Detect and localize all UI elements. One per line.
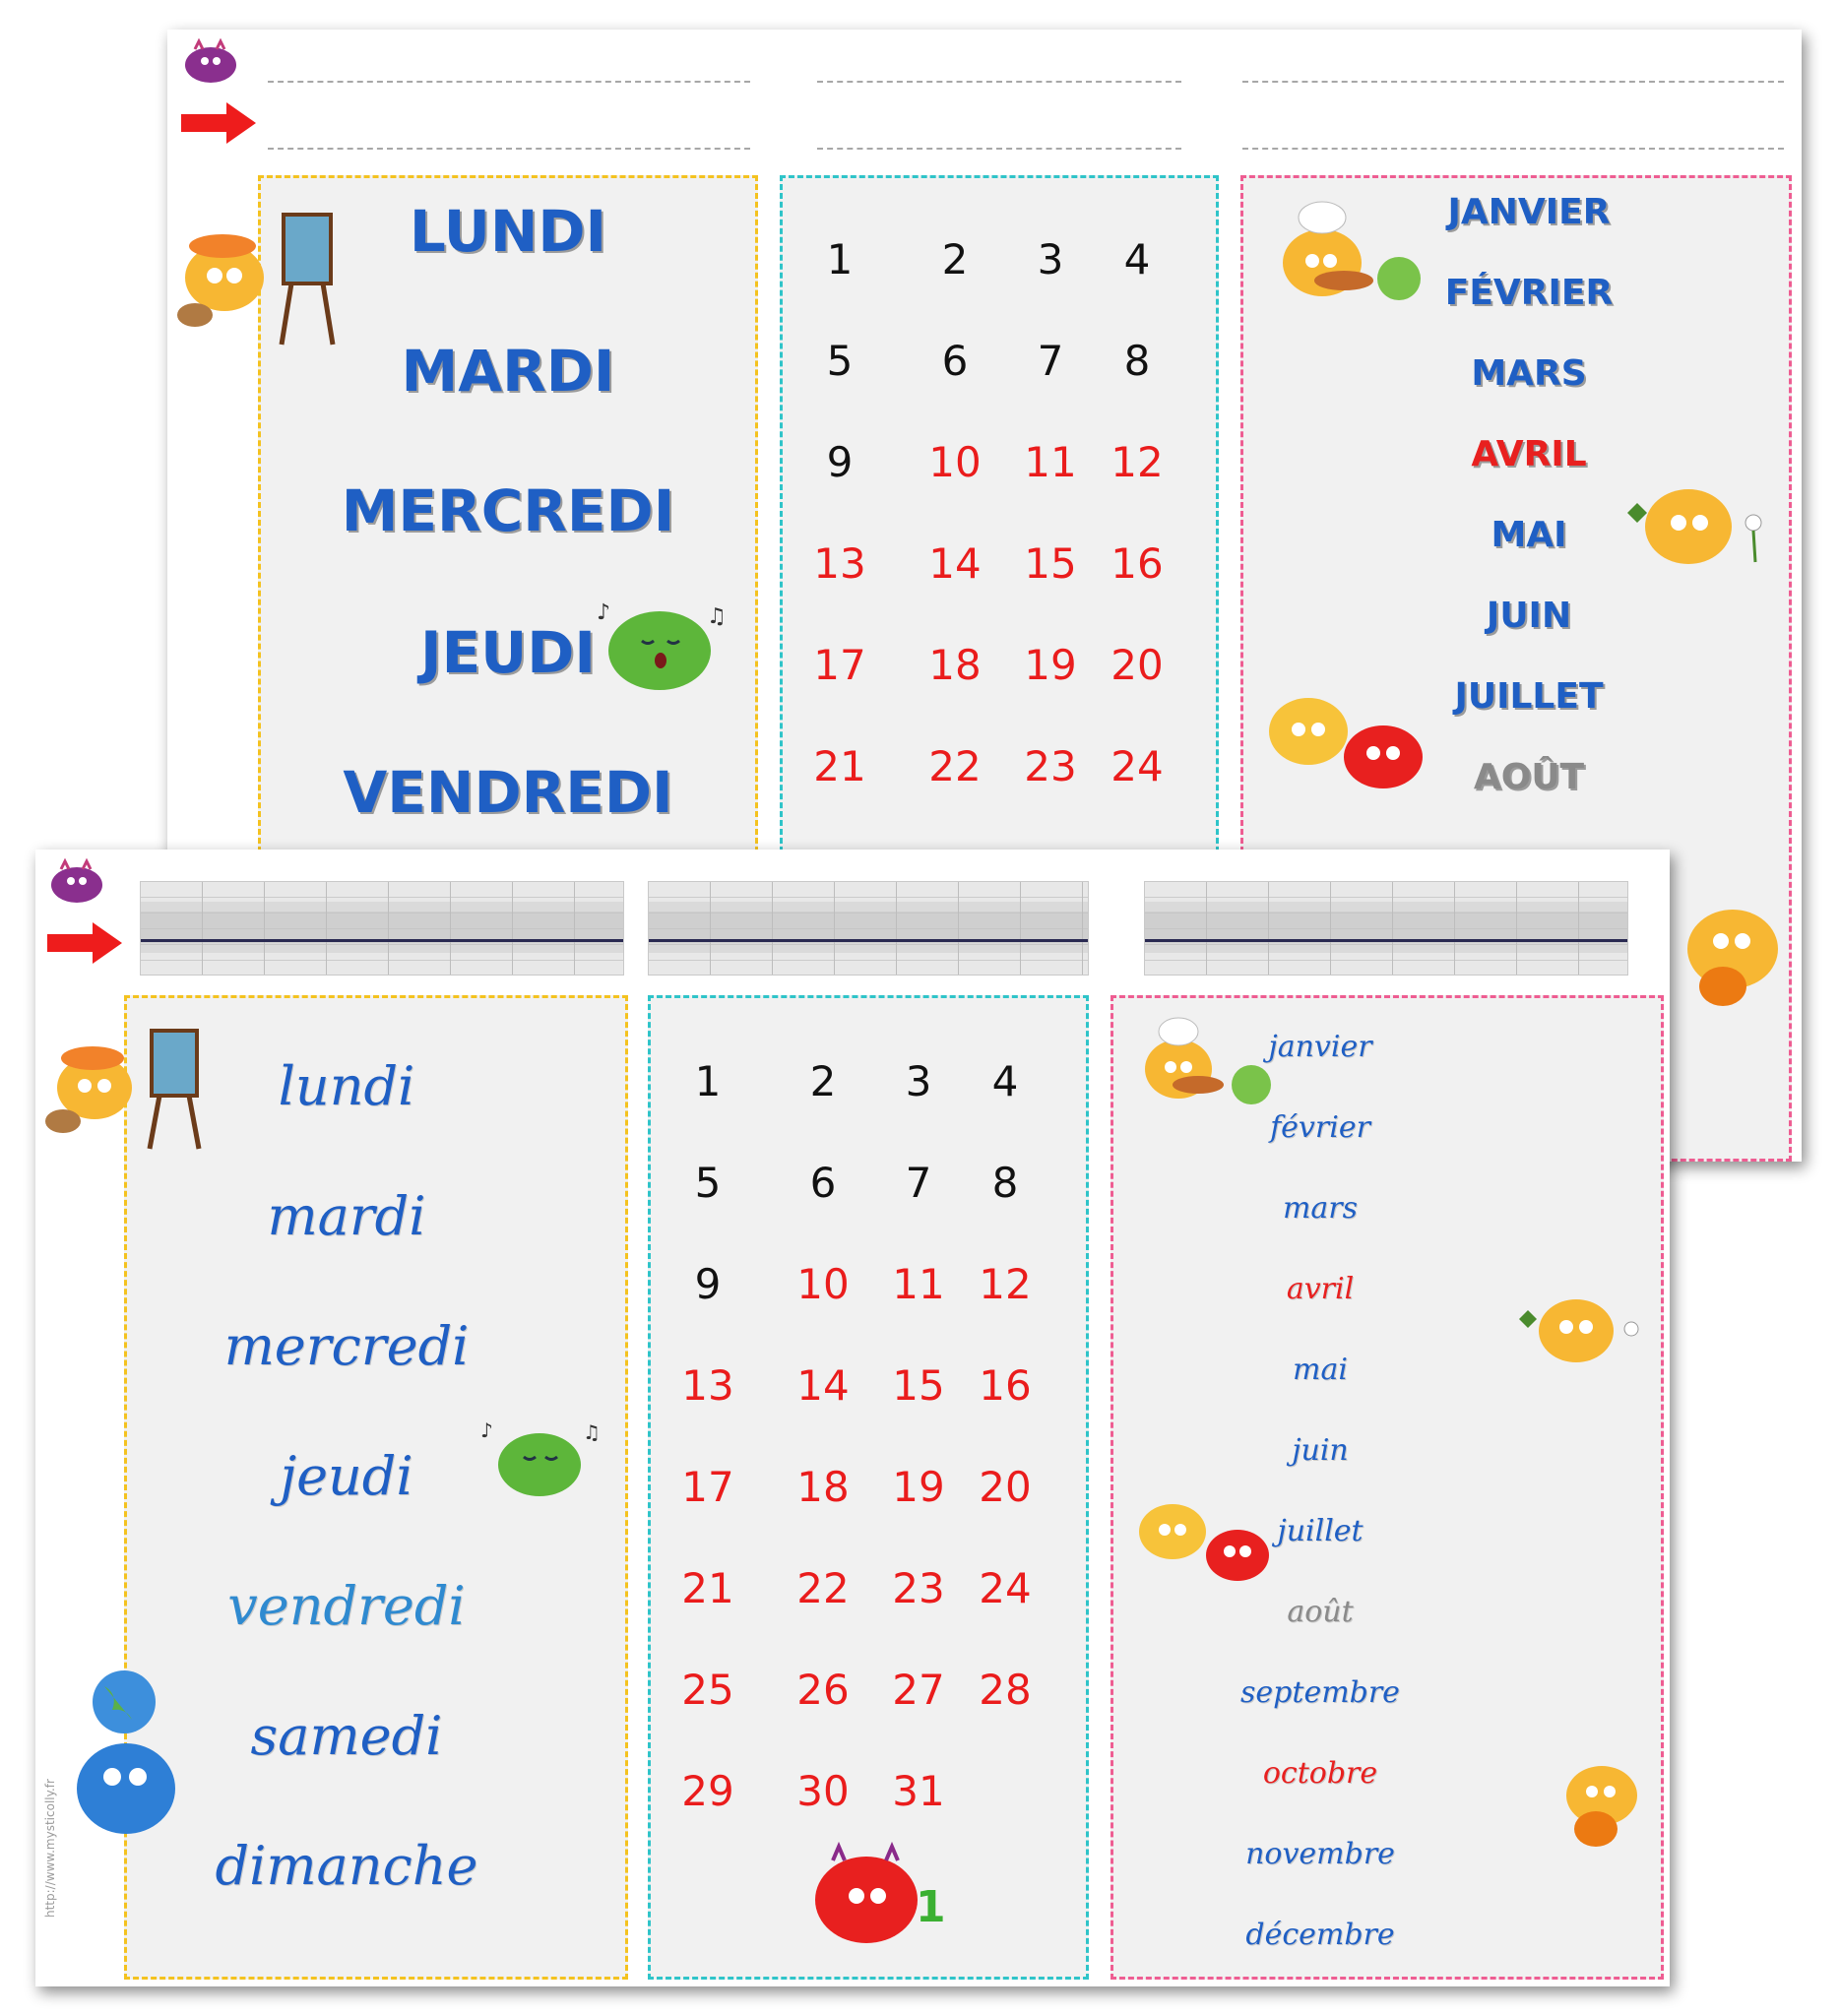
calendar-number: 5 xyxy=(826,337,854,385)
day-word: mardi xyxy=(267,1185,426,1247)
writing-grid xyxy=(648,881,1089,976)
calendar-number: 17 xyxy=(681,1463,734,1511)
month-word: JUILLET xyxy=(1454,676,1604,717)
month-word: MARS xyxy=(1471,353,1587,394)
monster-painter-icon xyxy=(41,1023,209,1151)
calendar-number: 3 xyxy=(905,1057,932,1105)
calendar-number: 17 xyxy=(813,641,866,689)
calendar-number: 14 xyxy=(928,539,982,588)
calendar-number: 7 xyxy=(1037,337,1064,385)
svg-text:1: 1 xyxy=(916,1882,946,1932)
month-word: mai xyxy=(1293,1353,1348,1387)
calendar-number: 27 xyxy=(892,1666,945,1714)
calendar-number: 6 xyxy=(809,1159,837,1207)
calendar-number: 13 xyxy=(681,1361,734,1410)
day-word: samedi xyxy=(250,1705,443,1767)
calendar-number: 9 xyxy=(826,438,854,486)
calendar-number: 7 xyxy=(905,1159,932,1207)
monster-red-icon xyxy=(793,1837,951,1955)
monster-purple-icon xyxy=(43,855,112,910)
calendar-number: 31 xyxy=(892,1767,945,1815)
writing-line xyxy=(1242,148,1784,150)
month-word: novembre xyxy=(1245,1837,1395,1871)
writing-line xyxy=(817,81,1181,83)
calendar-number: 21 xyxy=(813,742,866,790)
calendar-number: 25 xyxy=(681,1666,734,1714)
day-word: lundi xyxy=(278,1055,415,1117)
month-word: février xyxy=(1270,1110,1370,1145)
month-word: juin xyxy=(1292,1433,1349,1468)
calendar-number: 4 xyxy=(991,1057,1019,1105)
calendar-number: 23 xyxy=(892,1564,945,1612)
red-arrow-icon xyxy=(179,98,258,148)
writing-line xyxy=(817,148,1181,150)
writing-line xyxy=(268,81,750,83)
calendar-number: 10 xyxy=(796,1260,850,1308)
writing-line xyxy=(268,148,750,150)
svg-text:♪: ♪ xyxy=(597,600,611,625)
writing-grid xyxy=(1144,881,1628,976)
calendar-number: 19 xyxy=(1024,641,1077,689)
month-word: janvier xyxy=(1268,1030,1372,1064)
calendar-number: 2 xyxy=(809,1057,837,1105)
svg-text:♪: ♪ xyxy=(480,1418,493,1442)
calendar-number: 28 xyxy=(979,1666,1032,1714)
calendar-number: 6 xyxy=(941,337,969,385)
calendar-number: 4 xyxy=(1123,235,1151,284)
monster-pumpkin-icon xyxy=(1664,896,1802,1014)
calendar-number: 3 xyxy=(1037,235,1064,284)
calendar-number: 12 xyxy=(1110,438,1164,486)
day-word: MARDI xyxy=(401,338,615,405)
writing-line xyxy=(1242,81,1784,83)
calendar-number: 9 xyxy=(694,1260,722,1308)
calendar-number: 10 xyxy=(928,438,982,486)
red-arrow-icon xyxy=(45,918,124,968)
monster-globe-icon xyxy=(65,1667,193,1854)
site-credit: http://www.mysticolly.fr xyxy=(43,1779,57,1918)
calendar-number: 1 xyxy=(826,235,854,284)
calendar-number: 15 xyxy=(892,1361,945,1410)
day-word: dimanche xyxy=(215,1835,478,1897)
calendar-number: 19 xyxy=(892,1463,945,1511)
calendar-number: 13 xyxy=(813,539,866,588)
svg-text:♫: ♫ xyxy=(583,1420,601,1444)
monster-flower-icon xyxy=(1507,1280,1655,1378)
month-word: décembre xyxy=(1245,1918,1395,1952)
calendar-number: 20 xyxy=(1110,641,1164,689)
day-word: vendredi xyxy=(227,1575,466,1637)
day-word: JEUDI xyxy=(419,619,597,686)
month-word: avril xyxy=(1286,1272,1355,1306)
calendar-number: 24 xyxy=(1110,742,1164,790)
calendar-number: 22 xyxy=(796,1564,850,1612)
month-word: AVRIL xyxy=(1471,434,1587,474)
months-panel xyxy=(1110,995,1664,1980)
month-word: AOÛT xyxy=(1473,757,1585,797)
month-word: août xyxy=(1287,1595,1354,1629)
calendar-number: 29 xyxy=(681,1767,734,1815)
month-word: mars xyxy=(1282,1191,1359,1226)
calendar-number: 23 xyxy=(1024,742,1077,790)
svg-text:♫: ♫ xyxy=(707,604,727,629)
day-word: jeudi xyxy=(280,1445,413,1507)
month-word: MAI xyxy=(1491,515,1567,555)
monster-pumpkin-icon xyxy=(1547,1756,1655,1855)
calendar-number: 12 xyxy=(979,1260,1032,1308)
calendar-number: 26 xyxy=(796,1666,850,1714)
calendar-number: 5 xyxy=(694,1159,722,1207)
writing-grid xyxy=(140,881,624,976)
calendar-number: 30 xyxy=(796,1767,850,1815)
calendar-number: 18 xyxy=(796,1463,850,1511)
calendar-number: 8 xyxy=(1123,337,1151,385)
day-word: LUNDI xyxy=(409,198,607,265)
calendar-number: 15 xyxy=(1024,539,1077,588)
day-word: VENDREDI xyxy=(343,759,673,826)
calendar-number: 18 xyxy=(928,641,982,689)
calendar-number: 1 xyxy=(694,1057,722,1105)
calendar-number: 21 xyxy=(681,1564,734,1612)
month-word: octobre xyxy=(1262,1756,1378,1791)
monster-painter-icon xyxy=(173,197,341,354)
monster-singer-icon xyxy=(591,590,729,708)
calendar-number: 11 xyxy=(1024,438,1077,486)
monster-purple-icon xyxy=(177,35,246,90)
calendar-number: 24 xyxy=(979,1564,1032,1612)
calendar-number: 16 xyxy=(979,1361,1032,1410)
month-word: JUIN xyxy=(1486,596,1572,636)
calendar-number: 8 xyxy=(991,1159,1019,1207)
calendar-number: 16 xyxy=(1110,539,1164,588)
month-word: septembre xyxy=(1240,1675,1400,1710)
month-word: FÉVRIER xyxy=(1444,273,1614,313)
calendar-number: 20 xyxy=(979,1463,1032,1511)
cursive-calendar-sheet xyxy=(35,850,1670,1986)
month-word: JANVIER xyxy=(1447,192,1611,232)
calendar-number: 2 xyxy=(941,235,969,284)
calendar-number: 14 xyxy=(796,1361,850,1410)
day-word: MERCREDI xyxy=(341,477,675,544)
numbers-panel xyxy=(648,995,1089,1980)
day-word: mercredi xyxy=(223,1315,470,1377)
calendar-number: 22 xyxy=(928,742,982,790)
month-word: juillet xyxy=(1277,1514,1364,1548)
calendar-number: 11 xyxy=(892,1260,945,1308)
